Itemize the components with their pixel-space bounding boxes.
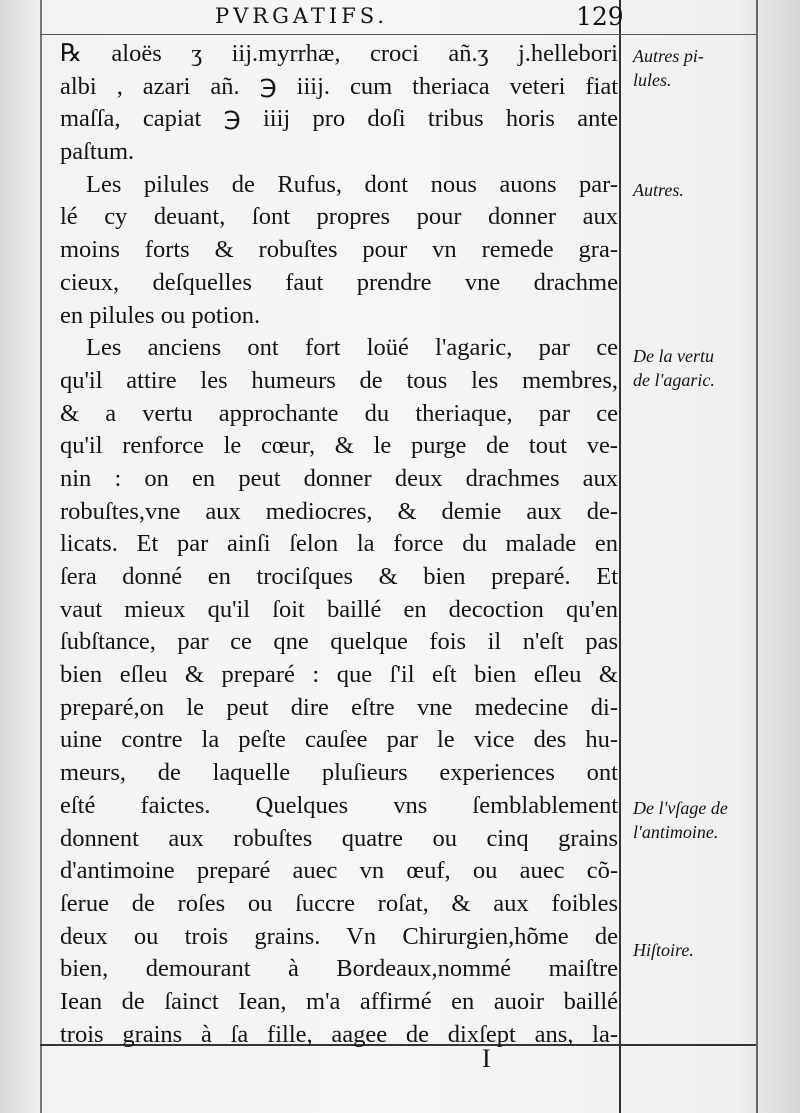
margin-note-line: De l'vſage de: [633, 798, 728, 818]
margin-note-line: Autres.: [633, 180, 684, 200]
text-line: trois grains à ſa fille, aagee de dixſept ans, la-: [60, 1020, 618, 1048]
left-page-edge: [40, 0, 42, 1113]
text-line: deux ou trois grains. Vn Chirurgien,hõme de: [60, 922, 618, 950]
text-line: lé cy deuant, ſont propres pour donner aux: [60, 203, 618, 231]
margin-note-line: l'antimoine.: [633, 822, 719, 842]
text-line: d'antimoine preparé auec vn œuf, ou auec cõ-: [60, 857, 618, 885]
text-line: preparé,on le peut dire eſtre vne medecine di-: [60, 693, 618, 721]
text-line: & a vertu approchante du theriaque, par ce: [60, 399, 618, 427]
margin-note-autres-pilules: [633, 44, 755, 92]
text-line: vaut mieux qu'il ſoit baillé en decoction qu'en: [60, 595, 618, 623]
show-through-mark: [636, 240, 754, 300]
signature-mark: I: [482, 1044, 491, 1073]
text-line: ſubſtance, par ce qne quelque fois il n'eſt pas: [60, 628, 618, 656]
page-number: 129: [576, 2, 624, 31]
text-line: en pilules ou potion.: [60, 301, 261, 329]
header-rule: [40, 34, 756, 35]
margin-note-histoire: [633, 938, 755, 962]
text-line: ℞ aloës ʒ iij.myrrhæ, croci añ.ʒ j.hellebori: [60, 40, 618, 67]
main-text-block: [60, 38, 618, 1048]
text-line: paſtum.: [60, 138, 135, 166]
text-line: donnent aux robuſtes quatre ou cinq grains: [60, 824, 618, 852]
margin-outer-rule: [756, 0, 758, 1113]
text-line: eſté faictes. Quelques vns ſemblablement: [60, 791, 618, 819]
text-line: Les anciens ont fort loüé l'agaric, par ce: [86, 334, 618, 362]
text-line: meurs, de laquelle pluſieurs experiences ont: [60, 759, 618, 787]
text-line: ſerue de roſes ou ſuccre roſat, & aux foibles: [60, 889, 618, 917]
text-line: Les pilules de Rufus, dont nous auons par-: [86, 170, 618, 198]
text-line: cieux, deſquelles faut prendre vne drachme: [60, 268, 618, 296]
margin-note-line: lules.: [633, 70, 672, 90]
text-line: qu'il renforce le cœur, & le purge de tout ve-: [60, 432, 618, 460]
margin-note-line: Hiſtoire.: [633, 940, 694, 960]
text-line: Iean de ſainct Iean, m'a affirmé en auoir baillé: [60, 987, 618, 1015]
text-line: moins forts & robuſtes pour vn remede gra-: [60, 236, 618, 264]
margin-note-vsage-antimoine: [633, 796, 755, 844]
margin-note-line: De la vertu: [633, 346, 714, 366]
text-line: bien eſleu & preparé : que ſ'il eſt bien eſleu &: [60, 661, 618, 689]
text-line: maſſa, capiat ℈ iiij pro doſi tribus horis ante: [60, 105, 618, 133]
margin-note-line: Autres pi-: [633, 46, 704, 66]
text-line: licats. Et par ainſi ſelon la force du malade en: [60, 530, 618, 558]
text-line: ſera donné en trociſques & bien preparé. Et: [60, 563, 618, 590]
text-line: bien, demourant à Bordeaux,nommé maiſtre: [60, 955, 618, 983]
margin-note-line: de l'agaric.: [633, 370, 715, 390]
text-line: uine contre la peſte cauſee par le vice des hu-: [60, 726, 618, 754]
text-line: nin : on en peut donner deux drachmes aux: [60, 464, 618, 492]
running-title: PVRGATIFS.: [215, 4, 389, 28]
margin-note-vertu-agaric: [633, 344, 755, 392]
text-line: qu'il attire les humeurs de tous les membres,: [60, 366, 618, 394]
text-line: robuſtes,vne aux mediocres, & demie aux de-: [60, 497, 618, 525]
text-line: albi , azari añ. ℈ iiij. cum theriaca veteri fiat: [60, 72, 618, 100]
text-margin-rule: [619, 0, 621, 1113]
margin-note-autres: [633, 178, 755, 202]
